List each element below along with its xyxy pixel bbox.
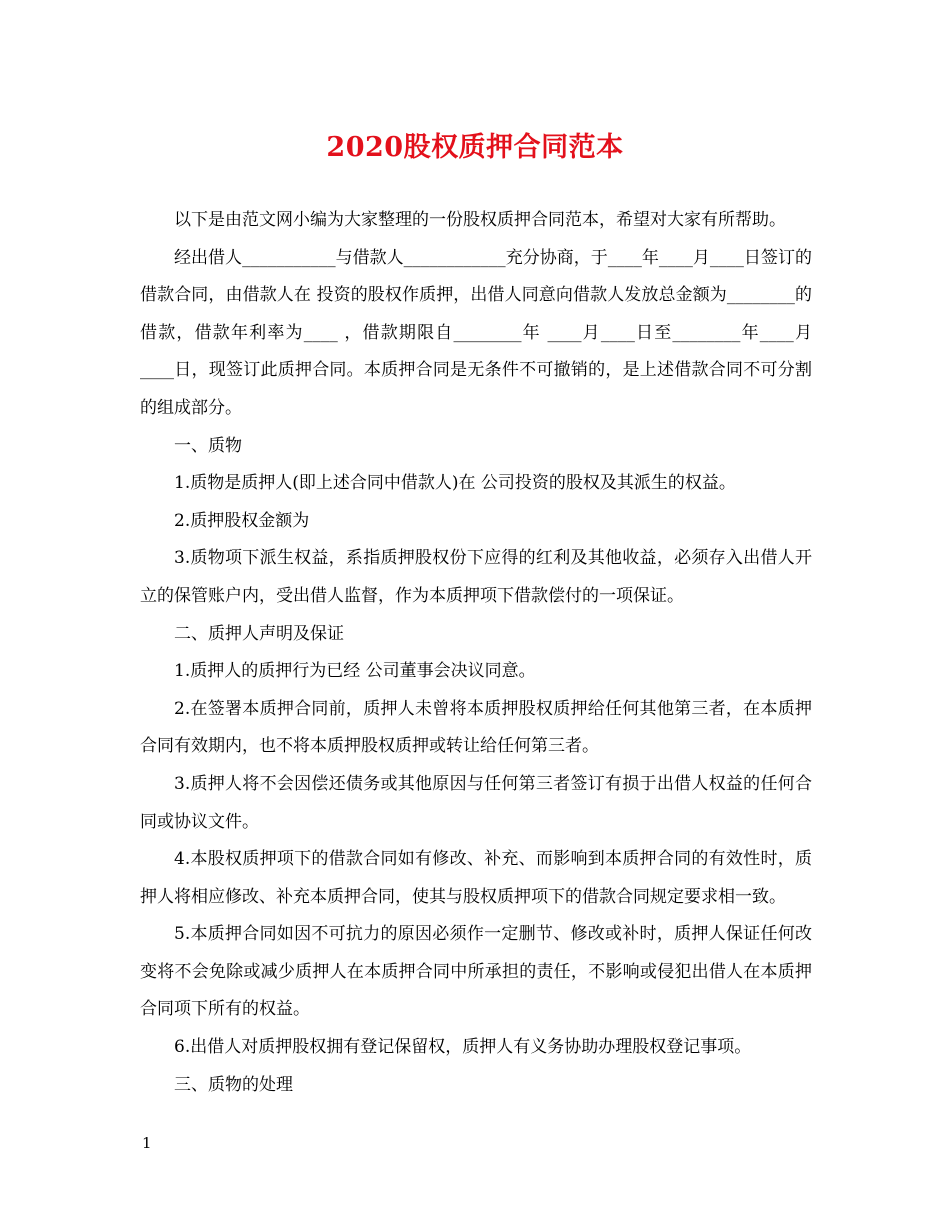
clause-2-1: 1.质押人的质押行为已经 公司董事会决议同意。: [174, 661, 536, 682]
section-heading-collateral-disposal: 三、质物的处理: [174, 1074, 293, 1095]
clause-2-5: 5.本质押合同如因不可抗力的原因必须作一定删节、修改或补时，质押人保证任何改变将不会免除或减少质押人在本质押合同中所承担的责任，不影响或侵犯出借人在本质押合同项下所有的权益。: [140, 924, 812, 1020]
clause-2-4: 4.本股权质押项下的借款合同如有修改、补充、而影响到本质押合同的有效性时，质押人将相应修改、补充本质押合同，使其与股权质押项下的借款合同规定要求相一致。: [140, 849, 812, 907]
clause-2-6: 6.出借人对质押股权拥有登记保留权，质押人有义务协助办理股权登记事项。: [174, 1037, 752, 1058]
clause-1-2: 2.质押股权金额为: [174, 510, 310, 531]
section-heading-pledgor-statements: 二、质押人声明及保证: [174, 623, 344, 644]
section-heading-collateral: 一、质物: [174, 435, 242, 456]
paragraph-intro: 以下是由范文网小编为大家整理的一份股权质押合同范本，希望对大家有所帮助。: [174, 210, 786, 230]
paragraph-preamble: 经出借人___________与借款人____________充分协商，于____年____月____日签订的借款合同，由借款人在 投资的股权作质押，出借人同意向借款人发放总金额为________的借款，借款年利率为____ ，借款期限自________年 ____月____日至________年____月____日，现签订此质押合同。本质押合同是无条件不可撤销的，是上述借款合同不可分割的组成部分。: [140, 247, 812, 418]
clause-1-3: 3.质物项下派生权益，系指质押股权份下应得的红利及其他收益，必须存入出借人开立的保管账户内，受出借人监督，作为本质押项下借款偿付的一项保证。: [140, 548, 812, 606]
document-body: [140, 202, 812, 1104]
page-number: 1: [142, 1134, 152, 1152]
clause-2-2: 2.在签署本质押合同前，质押人未曾将本质押股权质押给任何其他第三者，在本质押合同有效期内，也不将本质押股权质押或转让给任何第三者。: [140, 698, 812, 757]
document-title: 2020股权质押合同范本: [326, 132, 624, 163]
clause-1-1: 1.质物是质押人(即上述合同中借款人)在 公司投资的股权及其派生的权益。: [174, 473, 736, 494]
clause-2-3: 3.质押人将不会因偿还债务或其他原因与任何第三者签订有损于出借人权益的任何合同或协议文件。: [140, 773, 812, 832]
